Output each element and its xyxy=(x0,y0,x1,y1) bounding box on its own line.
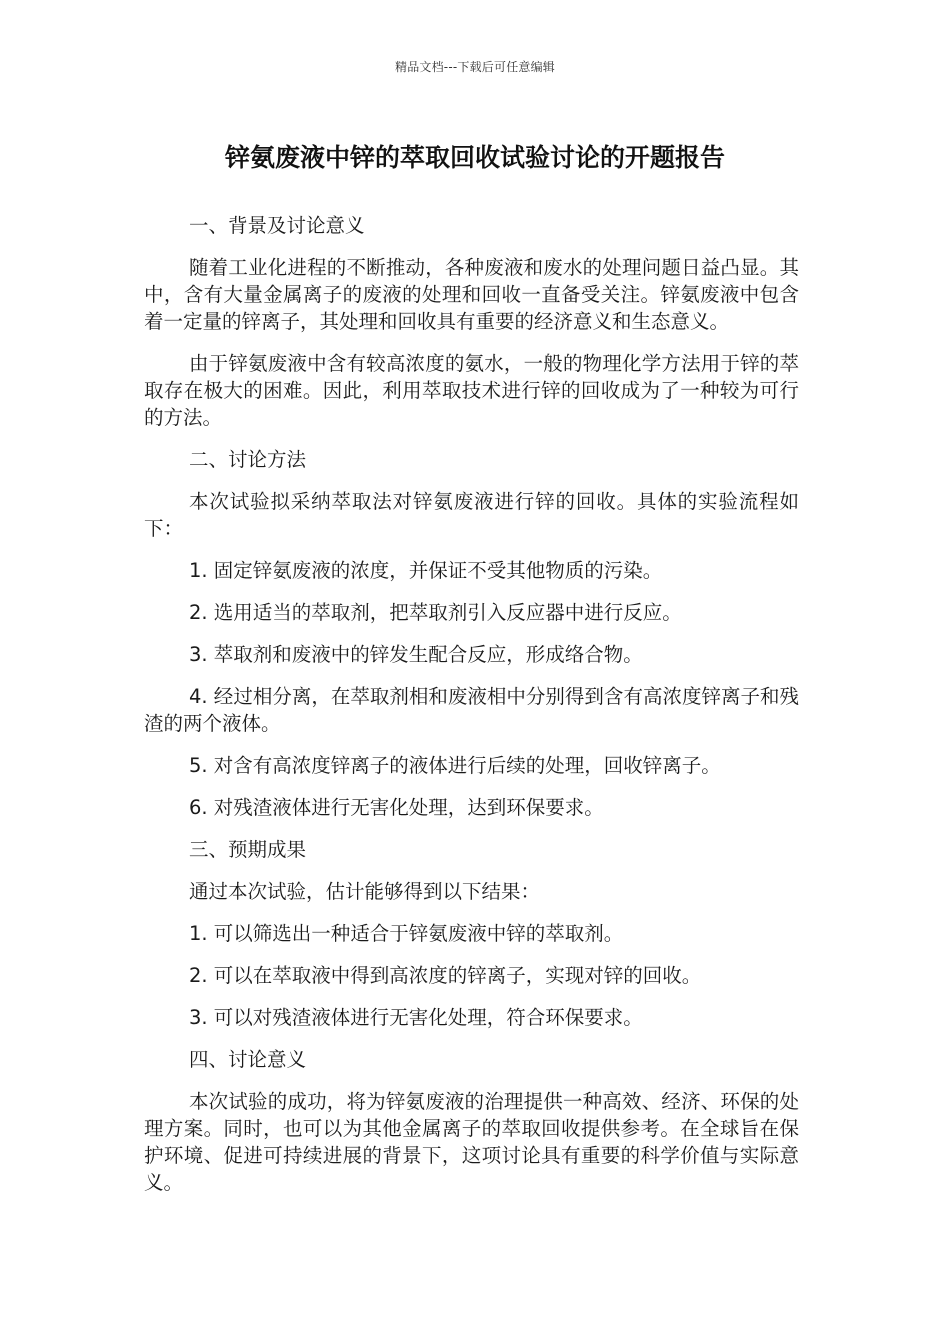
paragraph-results-intro: 通过本次试验，估计能够得到以下结果： xyxy=(189,880,541,903)
method-step: 1. 固定锌氨废液的浓度，并保证不受其他物质的污染。 xyxy=(189,559,663,582)
document-body xyxy=(144,212,799,1211)
section-heading-method: 二、讨论方法 xyxy=(189,448,307,471)
paragraph-background-2: 由于锌氨废液中含有较高浓度的氨水，一般的物理化学方法用于锌的萃取存在极大的困难。因此，利用萃取技术进行锌的回收成为了一种较为可行的方法。 xyxy=(144,352,799,429)
method-step: 3. 萃取剂和废液中的锌发生配合反应，形成络合物。 xyxy=(189,643,643,666)
method-step: 6. 对残渣液体进行无害化处理，达到环保要求。 xyxy=(189,796,604,819)
paragraph-significance: 本次试验的成功，将为锌氨废液的治理提供一种高效、经济、环保的处理方案。同时，也可以为其他金属离子的萃取回收提供参考。在全球旨在保护环境、促进可持续进展的背景下，这项讨论具有重要的科学价值与实际意义。 xyxy=(144,1090,799,1194)
section-heading-results: 三、预期成果 xyxy=(189,838,307,861)
result-item: 1. 可以筛选出一种适合于锌氨废液中锌的萃取剂。 xyxy=(189,922,624,945)
result-item: 2. 可以在萃取液中得到高浓度的锌离子，实现对锌的回收。 xyxy=(189,964,702,987)
section-heading-significance: 四、讨论意义 xyxy=(189,1048,307,1071)
paragraph-method-intro: 本次试验拟采纳萃取法对锌氨废液进行锌的回收。具体的实验流程如下： xyxy=(144,490,799,540)
document-title: 锌氨废液中锌的萃取回收试验讨论的开题报告 xyxy=(224,143,725,172)
paragraph-background-1: 随着工业化进程的不断推动，各种废液和废水的处理问题日益凸显。其中，含有大量金属离子的废液的处理和回收一直备受关注。锌氨废液中包含着一定量的锌离子，其处理和回收具有重要的经济意义和生态意义。 xyxy=(144,256,799,333)
section-heading-background: 一、背景及讨论意义 xyxy=(189,214,365,237)
method-step: 5. 对含有高浓度锌离子的液体进行后续的处理，回收锌离子。 xyxy=(189,754,721,777)
method-step: 4. 经过相分离，在萃取剂相和废液相中分别得到含有高浓度锌离子和残渣的两个液体。 xyxy=(144,685,799,735)
method-step: 2. 选用适当的萃取剂，把萃取剂引入反应器中进行反应。 xyxy=(189,601,682,624)
result-item: 3. 可以对残渣液体进行无害化处理，符合环保要求。 xyxy=(189,1006,643,1029)
header-note: 精品文档---下载后可任意编辑 xyxy=(395,60,555,74)
